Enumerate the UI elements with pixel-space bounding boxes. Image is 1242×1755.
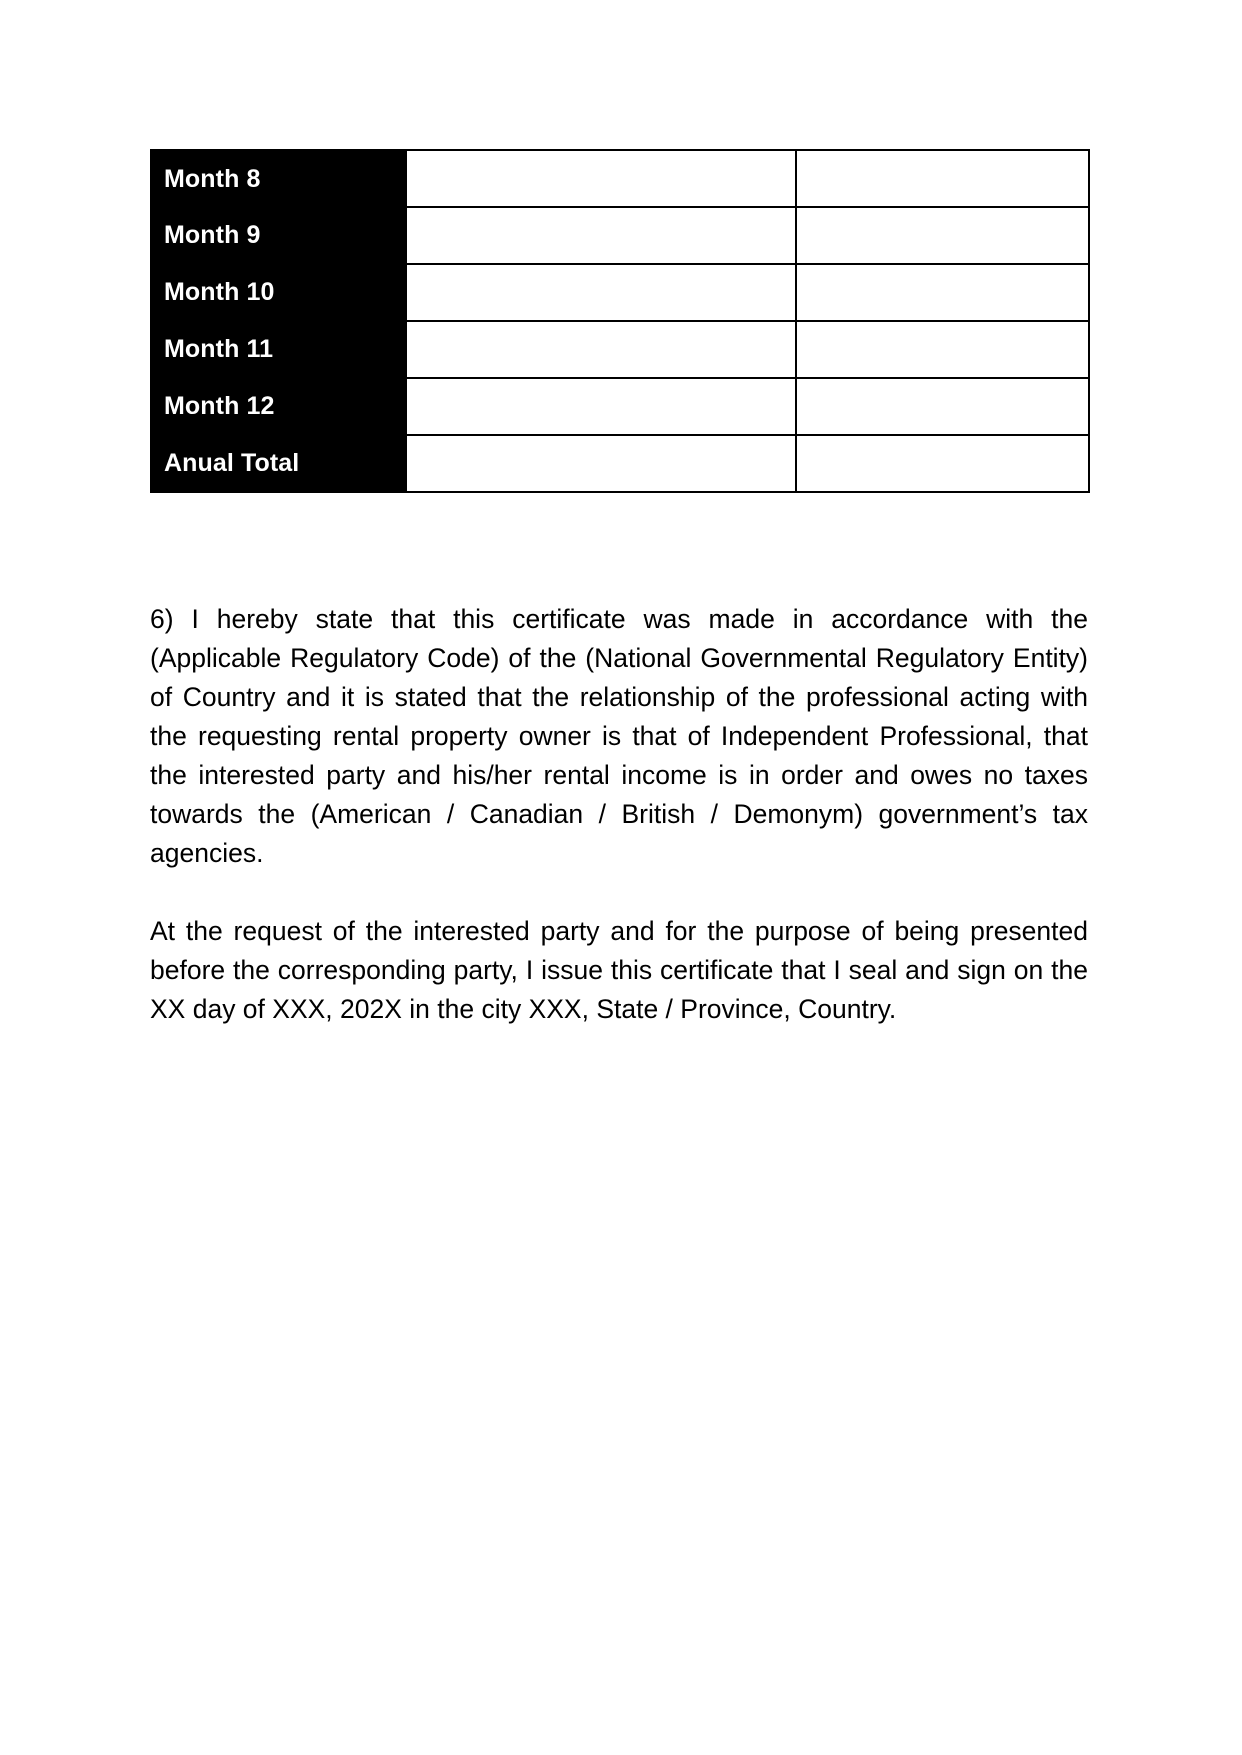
monthly-income-table xyxy=(150,149,1090,493)
row-label-month-11: Month 11 xyxy=(151,321,406,378)
row-label-anual-total: Anual Total xyxy=(151,435,406,492)
row-value-a-month-9[interactable] xyxy=(406,207,796,264)
row-value-a-month-10[interactable] xyxy=(406,264,796,321)
row-label-month-9: Month 9 xyxy=(151,207,406,264)
row-value-b-month-9[interactable] xyxy=(796,207,1089,264)
paragraph-closing-statement: At the request of the interested party and for the purpose of being presented before the corresponding party, I issue this certificate that I seal and sign on the XX day of XXX, 202X in the city XXX, State / Province, Country. xyxy=(150,915,1088,1024)
row-value-b-anual-total[interactable] xyxy=(796,435,1089,492)
table-row xyxy=(151,435,1089,492)
table-body xyxy=(151,150,1089,492)
row-label-month-8: Month 8 xyxy=(151,150,406,207)
row-value-b-month-8[interactable] xyxy=(796,150,1089,207)
paragraph-clause-6: 6) I hereby state that this certificate was made in accordance with the (Applicable Regulatory Code) of the (National Governmental Regulatory Entity) of Country and it is stated that the relationship of the professional acting with the requesting rental property owner is that of Independent Professional, that the interested party and his/her rental income is in order and owes no taxes towards the (American / Canadian / British / Demonym) government’s tax agencies. xyxy=(150,603,1088,868)
row-value-a-anual-total[interactable] xyxy=(406,435,796,492)
row-value-b-month-10[interactable] xyxy=(796,264,1089,321)
table-row xyxy=(151,207,1089,264)
row-label-month-10: Month 10 xyxy=(151,264,406,321)
table-row xyxy=(151,378,1089,435)
table-row xyxy=(151,264,1089,321)
row-value-a-month-11[interactable] xyxy=(406,321,796,378)
table-row xyxy=(151,150,1089,207)
row-value-a-month-8[interactable] xyxy=(406,150,796,207)
row-value-b-month-11[interactable] xyxy=(796,321,1089,378)
row-value-a-month-12[interactable] xyxy=(406,378,796,435)
table-row xyxy=(151,321,1089,378)
row-label-month-12: Month 12 xyxy=(151,378,406,435)
row-value-b-month-12[interactable] xyxy=(796,378,1089,435)
